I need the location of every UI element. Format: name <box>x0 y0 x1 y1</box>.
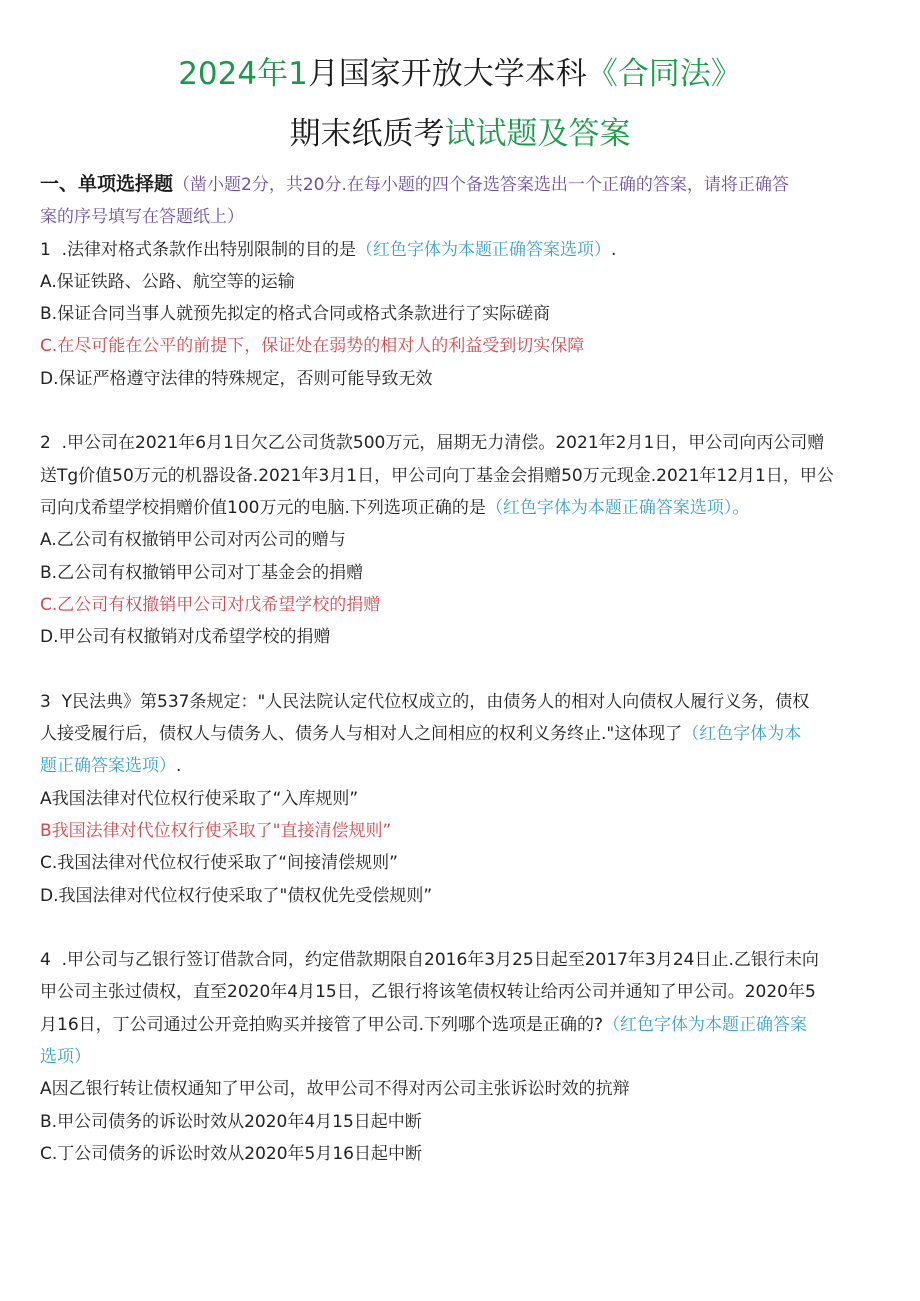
question-4-stem-line-2: 甲公司主张过债权，直至2020年4月15日，乙银行将该笔债权转让给丙公司并通知了甲公司。2020年5 <box>40 982 816 1003</box>
question-4-stem: 4 .甲公司与乙银行签订借款合同，约定借款期限自2016年3月25日起至2017年3月24日止.乙银行未向 <box>40 950 819 971</box>
question-1-stem: 1 .法律对格式条款作出特别限制的目的是（红色字体为本题正确答案选项）. <box>40 239 617 260</box>
question-3-stem-line-2: 人接受履行后，债权人与债务人、债务人与相对人之间相应的权利义务终止."这体现了（红色字体为本 <box>40 724 802 745</box>
question-2-option-c-correct: C.乙公司有权撤销甲公司对戊希望学校的捐赠 <box>40 594 381 615</box>
answer-hint-continued: 题正确答案选项） <box>40 756 176 777</box>
section-heading: 一、单项选择题 <box>40 173 174 195</box>
exam-content <box>40 168 880 1170</box>
section-note: （凿小题2分，共20分.在每小题的四个备选答案选出一个正确的答案，请将正确答 <box>173 175 789 195</box>
question-3-option-a: A我国法律对代位权行使采取了“入库规则” <box>40 788 359 809</box>
title-course: 《合同法》 <box>586 56 742 92</box>
section-heading-line <box>40 168 880 201</box>
question-2-stem-line-2: 送Tg价值50万元的机器设备.2021年3月1日，甲公司向丁基金会捐赠50万元现金.2021年12月1日，甲公 <box>40 465 834 486</box>
question-4-option-c: C.丁公司债务的诉讼时效从2020年5月16日起中断 <box>40 1143 422 1164</box>
question-3-option-d: D.我国法律对代位权行使采取了"债权优先受偿规则” <box>40 885 433 906</box>
title-university: 月国家开放大学本科 <box>307 56 587 92</box>
question-3-option-b-correct: B我国法律对代位权行使采取了"直接清偿规则” <box>40 820 392 841</box>
question-3-option-c: C.我国法律对代位权行使采取了“间接清偿规则” <box>40 853 398 874</box>
question-2-option-d: D.甲公司有权撤销对戊希望学校的捐赠 <box>40 627 331 648</box>
question-2-stem-line-3: 司向戊希望学校捐赠价值100万元的电脑.下列选项正确的是（红色字体为本题正确答案选项）。 <box>40 497 750 518</box>
answer-hint: （红色字体为本题正确答案 <box>603 1014 808 1035</box>
question-1-option-a: A.保证铁路、公路、航空等的运输 <box>40 271 295 292</box>
document-title-line-1 <box>0 52 920 96</box>
title-answers: 试试题及答案 <box>444 116 631 152</box>
answer-hint: （红色字体为本 <box>682 724 802 745</box>
question-2-option-a: A.乙公司有权撤销甲公司对丙公司的赠与 <box>40 530 346 551</box>
document-title-line-2 <box>0 112 920 156</box>
question-3-stem-line-3: 题正确答案选项）. <box>40 756 182 777</box>
spacer <box>40 912 880 944</box>
section-note-continued: 案的序号填写在答题纸上） <box>40 207 244 228</box>
question-4-option-a: A因乙银行转让债权通知了甲公司，故甲公司不得对丙公司主张诉讼时效的抗辩 <box>40 1079 630 1100</box>
question-4-stem-line-3: 月16日，丁公司通过公开竞拍购买并接管了甲公司.下列哪个选项是正确的?（红色字体为本题正确答案 <box>40 1014 808 1035</box>
question-4-option-b: B.甲公司债务的诉讼时效从2020年4月15日起中断 <box>40 1111 422 1132</box>
question-1-option-b: B.保证合同当事人就预先拟定的格式合同或格式条款进行了实际磋商 <box>40 304 551 325</box>
question-2-stem: 2 .甲公司在2021年6月1日欠乙公司货款500万元，届期无力清偿。2021年2月1日，甲公司向丙公司赠 <box>40 433 825 454</box>
answer-hint: （红色字体为本题正确答案选项） <box>356 239 612 260</box>
question-1-option-d: D.保证严格遵守法律的特殊规定，否则可能导致无效 <box>40 368 433 389</box>
question-3-stem: 3 Y民法典》第537条规定："人民法院认定代位权成立的，由债务人的相对人向债权人履行义务，债权 <box>40 691 810 712</box>
title-exam-type: 期末纸质考 <box>289 116 445 152</box>
title-year: 2024年1 <box>178 56 308 92</box>
question-2-option-b: B.乙公司有权撤销甲公司对丁基金会的捐赠 <box>40 562 364 583</box>
question-1-option-c-correct: C.在尽可能在公平的前提下，保证处在弱势的相对人的利益受到切实保障 <box>40 336 585 357</box>
answer-hint-continued: 选项） <box>40 1047 91 1068</box>
spacer <box>40 653 880 685</box>
spacer <box>40 395 880 427</box>
answer-hint: （红色字体为本题正确答案选项） <box>485 497 733 518</box>
